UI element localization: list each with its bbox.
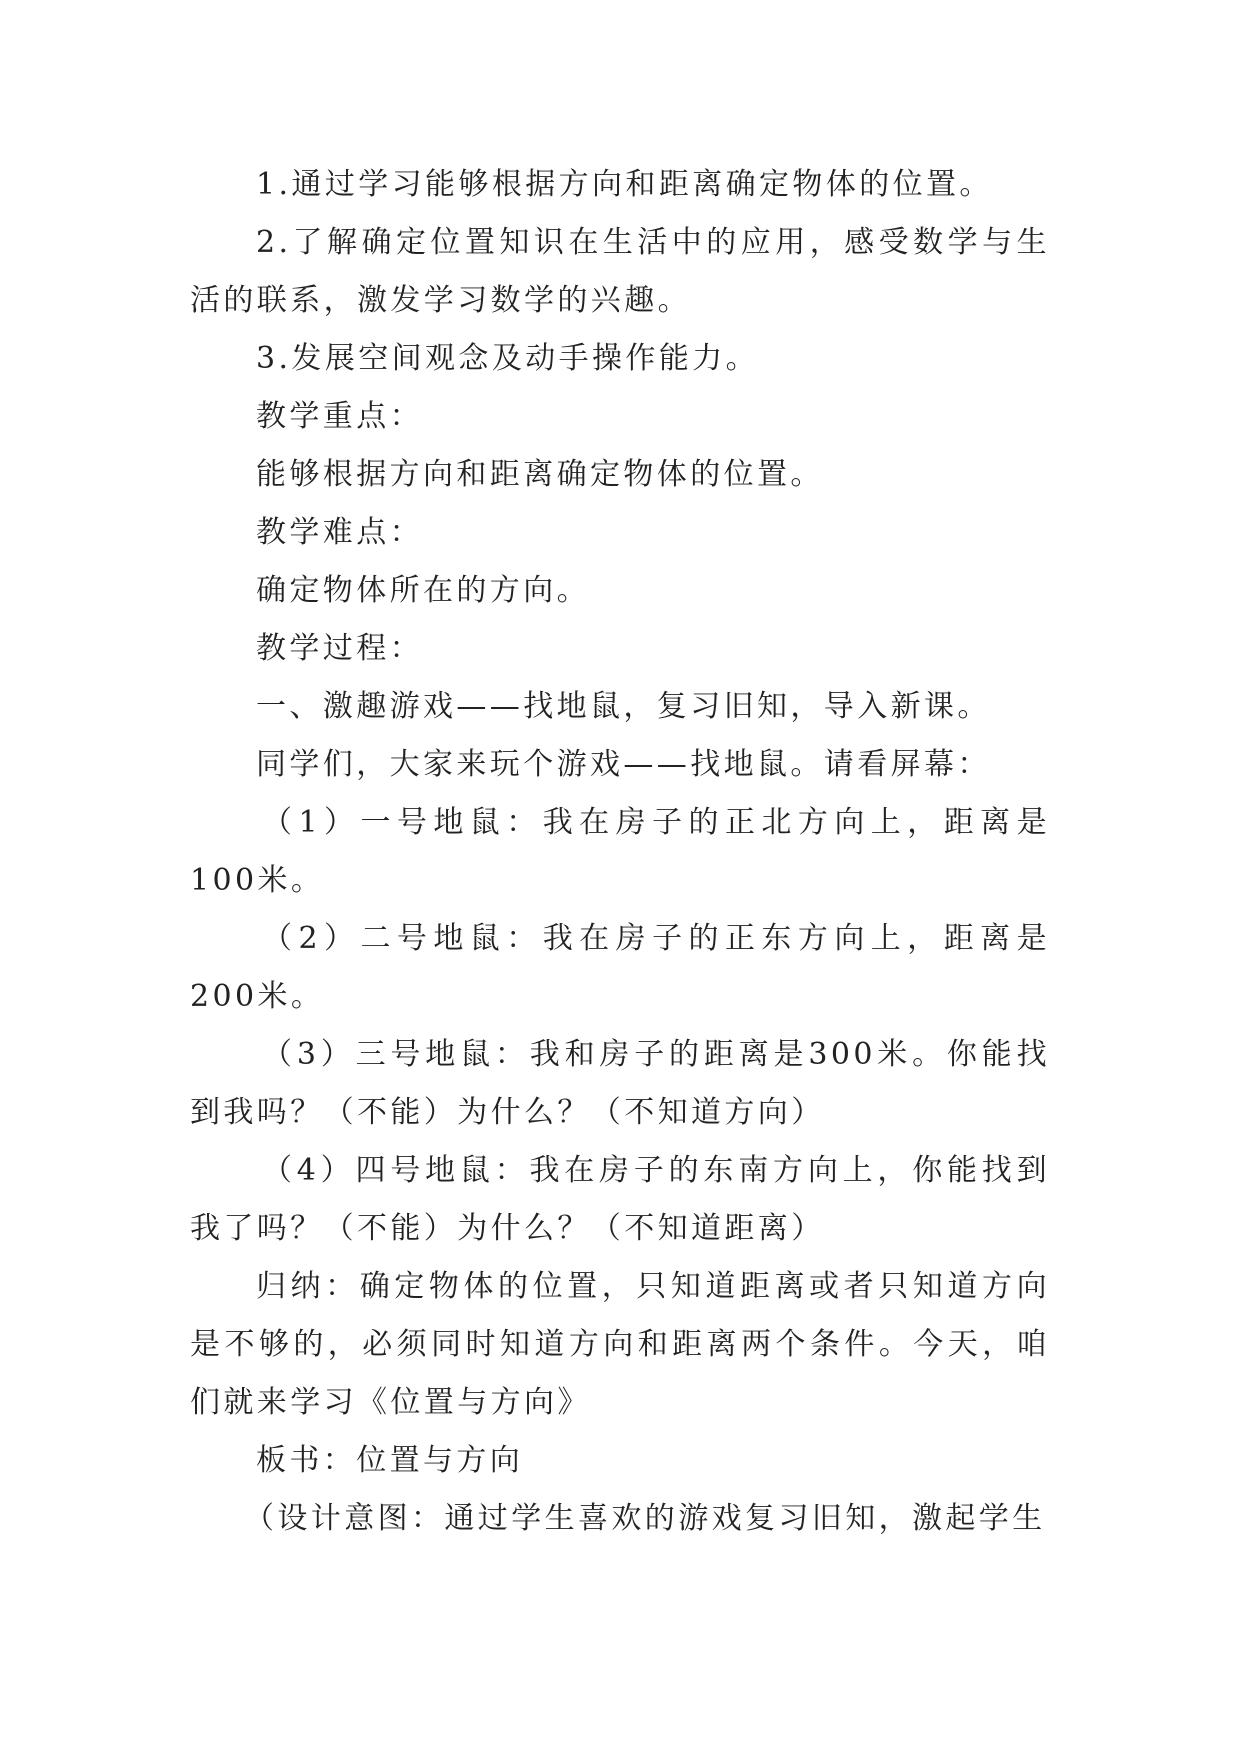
document-body [190, 156, 1050, 1548]
process-heading: 教学过程： [256, 631, 423, 666]
mole-2: （2）二号地鼠：我在房子的正东方向上，距离是200米。 [190, 921, 1050, 1014]
difficulty-text: 确定物体所在的方向。 [256, 573, 590, 608]
objective-2: 2.了解确定位置知识在生活中的应用，感受数学与生活的联系，激发学习数学的兴趣。 [190, 225, 1050, 318]
design-intent: （设计意图：通过学生喜欢的游戏复习旧知，激起学生 [244, 1501, 1046, 1536]
game-intro: 同学们，大家来玩个游戏——找地鼠。请看屏幕： [256, 747, 991, 782]
summary: 归纳：确定物体的位置，只知道距离或者只知道方向是不够的，必须同时知道方向和距离两个条件。今天，咱们就来学习《位置与方向》 [190, 1269, 1050, 1420]
section-1-heading: 一、激趣游戏——找地鼠，复习旧知，导入新课。 [256, 689, 991, 724]
mole-3: （3）三号地鼠：我和房子的距离是300米。你能找到我吗？（不能）为什么？（不知道方向） [190, 1037, 1050, 1130]
mole-4: （4）四号地鼠：我在房子的东南方向上，你能找到我了吗？（不能）为什么？（不知道距离） [190, 1153, 1050, 1246]
objective-1: 1.通过学习能够根据方向和距离确定物体的位置。 [256, 167, 993, 202]
difficulty-heading: 教学难点： [256, 515, 423, 550]
mole-1: （1）一号地鼠：我在房子的正北方向上，距离是100米。 [190, 805, 1050, 898]
objective-3: 3.发展空间观念及动手操作能力。 [256, 341, 760, 376]
blackboard-note: 板书：位置与方向 [256, 1443, 524, 1478]
key-point-text: 能够根据方向和距离确定物体的位置。 [256, 457, 824, 492]
key-point-heading: 教学重点： [256, 399, 423, 434]
